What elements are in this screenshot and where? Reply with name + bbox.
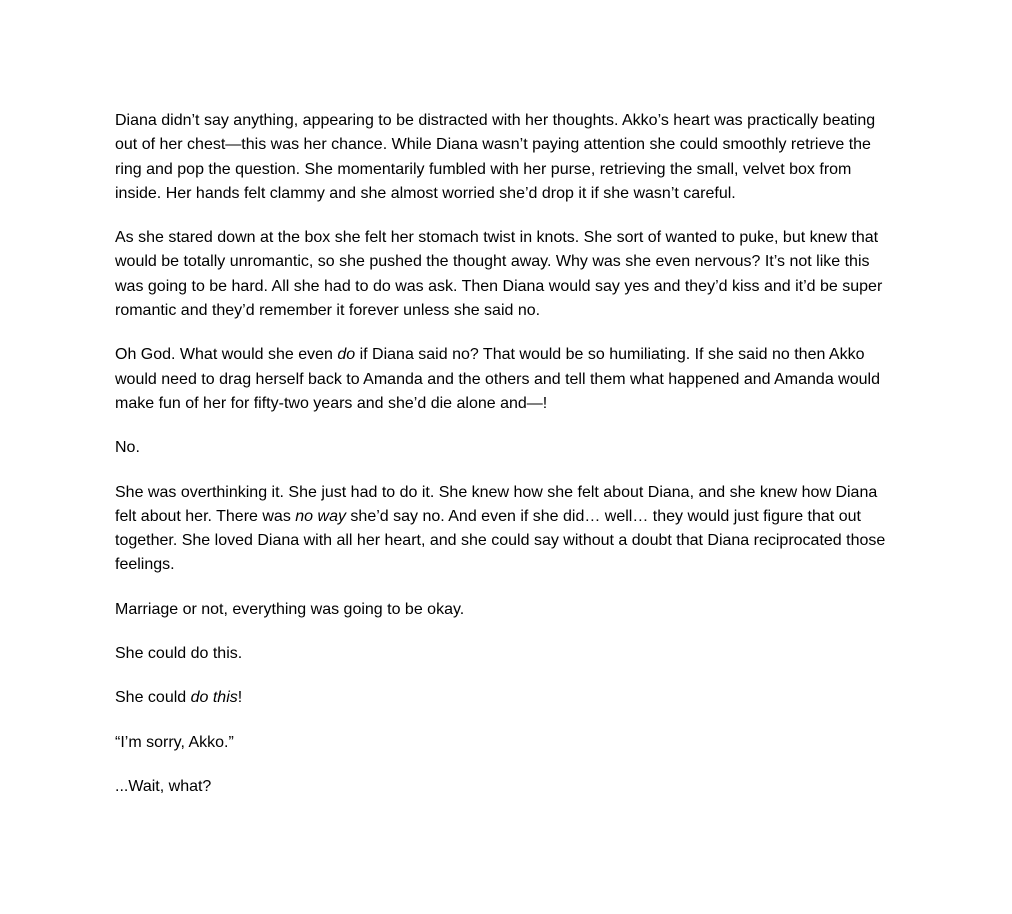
text-segment: she’d say no. And even if she did… well… they would just figure that out together. She loved Diana with all her heart, and she could say without a doubt that Diana reciprocated those feelings. — [115, 507, 886, 574]
paragraph — [115, 343, 897, 416]
paragraph — [115, 436, 897, 460]
paragraph — [115, 642, 897, 666]
text-segment: She could — [115, 689, 191, 707]
text-segment: if Diana said no? That would be so humiliating. If she said no then Akko would need to drag herself back to Amanda and the others and tell them what happened and Amanda would make fun of her for fifty-two years and she’d die alone and—! — [115, 346, 880, 412]
text-segment: Marriage or not, everything was going to be okay. — [115, 600, 465, 618]
text-segment: She was overthinking it. She just had to do it. She knew how she felt about Diana, and she knew how Diana felt about her. There was — [115, 483, 878, 525]
paragraph — [115, 731, 897, 755]
text-segment: Oh God. What would she even — [115, 346, 338, 364]
paragraph — [115, 226, 897, 323]
text-segment: No. — [115, 439, 140, 457]
text-segment: She could do this. — [115, 645, 243, 663]
emphasized-text: no way — [295, 507, 346, 525]
text-segment: As she stared down at the box she felt her stomach twist in knots. She sort of wanted to puke, but knew that would be totally unromantic, so she pushed the thought away. Why was she even nervous? It’s not like this was going to be hard. All she had to do was ask. Then Diana would say yes and they’d kiss and it’d be super romantic and they’d remember it forever unless she said no. — [115, 229, 883, 320]
emphasized-text: do this — [190, 689, 238, 707]
text-segment: Diana didn’t say anything, appearing to be distracted with her thoughts. Akko’s heart was practically beating out of her chest—this was her chance. While Diana wasn’t paying attention she could smoothly retrieve the ring and pop the question. She momentarily fumbled with her purse, retrieving the small, velvet box from inside. Her hands felt clammy and she almost worried she’d drop it if she wasn’t careful. — [115, 112, 876, 202]
text-segment: ...Wait, what? — [115, 777, 212, 795]
emphasized-text: do — [337, 346, 356, 364]
paragraph — [115, 598, 897, 622]
paragraph — [115, 686, 897, 710]
text-segment: “I’m sorry, Akko.” — [115, 733, 234, 751]
paragraph — [115, 775, 897, 799]
paragraph — [115, 481, 897, 578]
paragraph — [115, 109, 897, 206]
text-segment: ! — [237, 689, 243, 707]
